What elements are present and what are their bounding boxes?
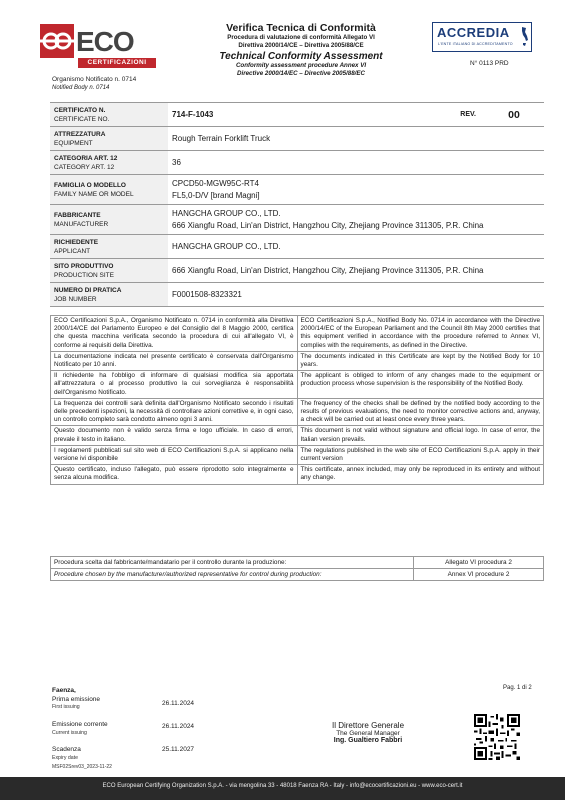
- label-job-it: NUMERO DI PRATICA: [54, 286, 122, 294]
- row-applicant: [50, 235, 544, 259]
- procedure-label-it: Procedura scelta dal fabbricante/mandatario per il controllo durante la produzione:: [51, 557, 414, 569]
- statement-en: ECO Certificazioni S.p.A., Notified Body No. 0714 in accordance with the Directive 2000/14/EC of the European Parliament and the Council 8th May 2000 certifies that this equipment verified in accordance with the procedure referred to Annex VI, complies with the requirements, as defined in the Directive.: [297, 316, 544, 352]
- title-en: Technical Conformity Assessment: [219, 51, 383, 62]
- first-issue-date: 26.11.2024: [162, 700, 195, 707]
- row-certificate-no: [50, 103, 544, 127]
- statement-it: Questo certificato, incluso l'allegato, può essere riprodotto solo integralmente e senza alcuna modifica.: [51, 465, 298, 484]
- equipment-value: Rough Terrain Forklift Truck: [168, 127, 544, 151]
- procedure-table: [50, 556, 544, 581]
- document-reference: MSF02Srev03_2023-11-22: [52, 764, 112, 770]
- family-value-2: FL5,0-D/V [brand Magni]: [172, 190, 260, 200]
- label-cat-it: CATEGORIA ART. 12: [54, 154, 118, 162]
- label-app-it: RICHIEDENTE: [54, 238, 99, 246]
- title-block: [176, 22, 426, 78]
- statement-row: [51, 426, 544, 445]
- logo-text: ECO: [76, 26, 134, 57]
- statement-it: La documentazione indicata nel presente certificato è conservata dall'Organismo Notificato per 10 anni.: [51, 351, 298, 370]
- label-equip-en: EQUIPMENT: [54, 139, 93, 147]
- statement-en: The regulations published in the web site of ECO Certificazioni S.p.A. apply in their current version: [297, 445, 544, 464]
- footer-bar: [0, 777, 565, 800]
- statement-row: [51, 398, 544, 426]
- row-category: [50, 151, 544, 175]
- row-job-number: [50, 283, 544, 307]
- category-value: 36: [168, 151, 544, 175]
- company-address: ECO European Certifying Organization S.p.A. - via mengolina 33 - 48018 Faenza RA - Italy - info@ecocertificazioni.eu - www.eco-cert.it: [102, 783, 463, 789]
- label-cat-en: CATEGORY ART. 12: [54, 163, 115, 171]
- signature-block: [298, 721, 438, 744]
- procedure-row-en: [51, 569, 544, 581]
- procedure-label-en: Procedure chosen by the manufacturer/authorized representative for control during production:: [51, 569, 414, 581]
- label-app-en: APPLICANT: [54, 247, 91, 255]
- family-value-1: CPCD50-MGW95C-RT4: [172, 178, 259, 188]
- procedure-value-it: Allegato VI procedura 2: [414, 557, 544, 569]
- accredia-logo: [432, 22, 532, 52]
- statement-row: [51, 465, 544, 484]
- subtitle-it-1: Procedura di valutazione di conformità Allegato VI: [227, 34, 375, 41]
- eco-logo: [40, 24, 160, 76]
- first-issue-label-it: Prima emissione: [52, 696, 101, 703]
- procedure-value-en: Annex VI procedure 2: [414, 569, 544, 581]
- statement-it: ECO Certificazioni S.p.A., Organismo Notificato n. 0714 in conformità alla Direttiva 2000/14/CE del Parlamento Europeo e del Consiglio del 8 Maggio 2000, certifica che questa macchina verificata secondo la procedura di cui all'allegato VI, è conforme ai requisiti della Direttiva.: [51, 316, 298, 352]
- procedure-row-it: [51, 557, 544, 569]
- manufacturer-name: HANGCHA GROUP CO., LTD.: [172, 208, 281, 218]
- issue-city: Faenza,: [52, 687, 76, 694]
- logo-subtext: CERTIFICAZIONI: [78, 58, 156, 68]
- signatory-title-en: The General Manager: [336, 730, 400, 737]
- statement-it: Il richiedente ha l'obbligo di informare di qualsiasi modifica sia apportata all'attrezzatura o al processo produttivo la cui sorveglianza è responsabilità dell'Organismo Notificato.: [51, 371, 298, 399]
- statement-it: I regolamenti pubblicati sul sito web di ECO Certificazioni S.p.A. si applicano nella versione ivi disponibile: [51, 445, 298, 464]
- page-number: Pag. 1 di 2: [503, 685, 532, 691]
- statement-row: [51, 316, 544, 352]
- row-equipment: [50, 127, 544, 151]
- certificate-info-table: [50, 102, 544, 307]
- row-family: [50, 175, 544, 205]
- subtitle-en-2: Directive 2000/14/EC – Directive 2005/88/EC: [237, 70, 365, 77]
- statement-en: This certificate, annex included, may only be reproduced in its entirety and without any change.: [297, 465, 544, 484]
- expiry-label-it: Scadenza: [52, 746, 81, 753]
- statements-table: [50, 315, 544, 485]
- qr-code-icon: [474, 714, 520, 760]
- label-equip-it: ATTREZZATURA: [54, 130, 106, 138]
- statement-en: The documents indicated in this Certificate are kept by the Notified Body for 10 years.: [297, 351, 544, 370]
- label-cert-en: CERTIFICATE NO.: [54, 115, 110, 123]
- label-site-en: PRODUCTION SITE: [54, 271, 114, 279]
- accredia-sub: L'ENTE ITALIANO DI ACCREDITAMENTO: [438, 42, 513, 46]
- current-issue-label-it: Emissione corrente: [52, 721, 108, 728]
- current-issue-label-en: Current issuing: [52, 730, 87, 736]
- rev-label: REV.: [424, 103, 484, 127]
- statement-row: [51, 371, 544, 399]
- label-mfr-en: MANUFACTURER: [54, 220, 109, 228]
- italy-map-icon: [520, 26, 529, 48]
- production-site-value: 666 Xiangfu Road, Lin'an District, Hangzhou City, Zhejiang Province 311305, P.R. China: [168, 259, 544, 283]
- statement-en: The applicant is obliged to inform of any changes made to the equipment or production process whose supervision is the responsibility of the Notified Body.: [297, 371, 544, 399]
- label-job-en: JOB NUMBER: [54, 295, 97, 303]
- accreditation-number: N° 0113 PRD: [470, 60, 509, 67]
- label-family-en: FAMILY NAME OR MODEL: [54, 190, 134, 198]
- title-it: Verifica Tecnica di Conformità: [226, 22, 376, 34]
- certificate-number: 714-F-1043: [168, 103, 424, 127]
- label-site-it: SITO PRODUTTIVO: [54, 262, 114, 270]
- notified-body-en: Notified Body n. 0714: [52, 85, 110, 91]
- accredia-name: ACCREDIA: [437, 25, 510, 40]
- manufacturer-address: 666 Xiangfu Road, Lin'an District, Hangzhou City, Zhejiang Province 311305, P.R. China: [172, 220, 484, 230]
- current-issue-date: 26.11.2024: [162, 723, 195, 730]
- statement-en: This document is not valid without signature and official logo. In case of error, the Italian version prevails.: [297, 426, 544, 445]
- label-mfr-it: FABBRICANTE: [54, 211, 101, 219]
- expiry-label-en: Expiry date: [52, 755, 78, 761]
- subtitle-en-1: Conformity assessment procedure Annex VI: [235, 62, 367, 69]
- rev-value: 00: [484, 103, 544, 127]
- job-number-value: F0001508-8323321: [168, 283, 544, 307]
- subtitle-it-2: Direttiva 2000/14/CE – Direttiva 2005/88/CE: [238, 42, 364, 49]
- statement-row: [51, 445, 544, 464]
- signatory-title-it: Il Direttore Generale: [331, 721, 405, 730]
- label-cert-it: CERTIFICATO N.: [54, 106, 106, 114]
- signatory-name: Ing. Gualtiero Fabbri: [333, 737, 403, 744]
- expiry-date: 25.11.2027: [162, 746, 195, 753]
- label-family-it: FAMIGLIA O MODELLO: [54, 181, 126, 189]
- statement-en: The frequency of the checks shall be defined by the notified body according to the results of previous evaluations, the need to monitor corrective actions and, anyway, a check will be carried out at least once every three years.: [297, 398, 544, 426]
- notified-body-it: Organismo Notificato n. 0714: [52, 76, 137, 83]
- applicant-value: HANGCHA GROUP CO., LTD.: [168, 235, 544, 259]
- statement-it: La frequenza dei controlli sarà definita dall'Organismo Notificato secondo i risultati delle precedenti ispezioni, la necessità di controllare azioni correttive e, in ogni caso, un controllo completo sarà condotto almeno ogni 3 anni.: [51, 398, 298, 426]
- first-issue-label-en: First issuing: [52, 704, 80, 710]
- statement-row: [51, 351, 544, 370]
- statement-it: Questo documento non è valido senza firma e logo ufficiale. In caso di errori, prevale il testo in italiano.: [51, 426, 298, 445]
- row-production-site: [50, 259, 544, 283]
- row-manufacturer: [50, 205, 544, 235]
